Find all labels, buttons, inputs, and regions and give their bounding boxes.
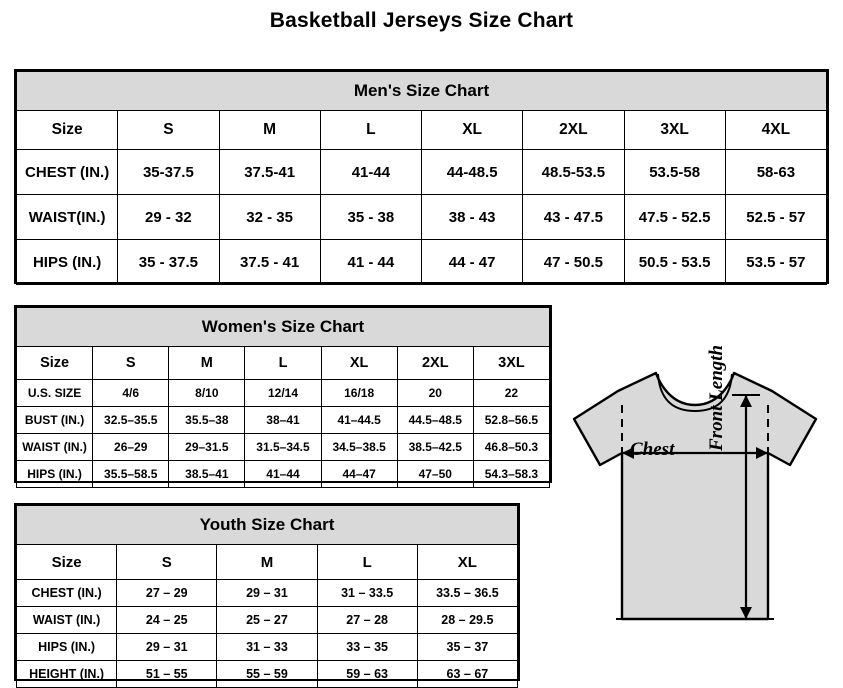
mens-cell: 35 - 38 <box>320 195 421 240</box>
mens-row-label: HIPS (IN.) <box>17 240 118 285</box>
youth-cell: 33 – 35 <box>317 634 417 661</box>
womens-header-cell: L <box>245 347 321 380</box>
mens-cell: 35-37.5 <box>118 150 219 195</box>
youth-row-label: CHEST (IN.) <box>17 580 117 607</box>
jersey-shirt-icon <box>556 361 834 681</box>
table-row <box>17 195 827 240</box>
mens-cell: 37.5-41 <box>219 150 320 195</box>
youth-cell: 25 – 27 <box>217 607 317 634</box>
womens-cell: 22 <box>473 380 549 407</box>
mens-cell: 52.5 - 57 <box>725 195 826 240</box>
mens-cell: 38 - 43 <box>422 195 523 240</box>
womens-cell: 38–41 <box>245 407 321 434</box>
womens-cell: 44.5–48.5 <box>397 407 473 434</box>
womens-cell: 41–44 <box>245 461 321 488</box>
womens-header-cell: M <box>169 347 245 380</box>
womens-cell: 44–47 <box>321 461 397 488</box>
mens-row-label: CHEST (IN.) <box>17 150 118 195</box>
table-row <box>17 634 518 661</box>
youth-cell: 31 – 33 <box>217 634 317 661</box>
womens-chart-caption: Women's Size Chart <box>17 308 550 347</box>
womens-header-row <box>17 347 550 380</box>
mens-header-cell: L <box>320 111 421 150</box>
womens-cell: 41–44.5 <box>321 407 397 434</box>
mens-header-cell: XL <box>422 111 523 150</box>
mens-cell: 47.5 - 52.5 <box>624 195 725 240</box>
youth-header-cell: Size <box>17 545 117 580</box>
youth-cell: 29 – 31 <box>217 580 317 607</box>
mens-row-label: WAIST(IN.) <box>17 195 118 240</box>
youth-cell: 51 – 55 <box>117 661 217 688</box>
mens-cell: 50.5 - 53.5 <box>624 240 725 285</box>
mens-chart-caption: Men's Size Chart <box>17 72 827 111</box>
mens-cell: 41 - 44 <box>320 240 421 285</box>
womens-cell: 12/14 <box>245 380 321 407</box>
mens-cell: 35 - 37.5 <box>118 240 219 285</box>
womens-size-table <box>16 307 550 488</box>
mens-header-cell: 4XL <box>725 111 826 150</box>
mens-cell: 41-44 <box>320 150 421 195</box>
youth-chart-caption: Youth Size Chart <box>17 506 518 545</box>
mens-header-cell: Size <box>17 111 118 150</box>
mens-header-cell: 2XL <box>523 111 624 150</box>
youth-cell: 27 – 29 <box>117 580 217 607</box>
youth-cell: 33.5 – 36.5 <box>417 580 517 607</box>
womens-cell: 47–50 <box>397 461 473 488</box>
womens-header-cell: 3XL <box>473 347 549 380</box>
mens-header-cell: 3XL <box>624 111 725 150</box>
youth-header-row <box>17 545 518 580</box>
mens-cell: 47 - 50.5 <box>523 240 624 285</box>
youth-cell: 59 – 63 <box>317 661 417 688</box>
youth-cell: 55 – 59 <box>217 661 317 688</box>
womens-cell: 16/18 <box>321 380 397 407</box>
womens-cell: 26–29 <box>93 434 169 461</box>
womens-cell: 34.5–38.5 <box>321 434 397 461</box>
womens-header-cell: Size <box>17 347 93 380</box>
womens-cell: 35.5–38 <box>169 407 245 434</box>
womens-cell: 8/10 <box>169 380 245 407</box>
mens-cell: 32 - 35 <box>219 195 320 240</box>
youth-cell: 63 – 67 <box>417 661 517 688</box>
womens-cell: 31.5–34.5 <box>245 434 321 461</box>
mens-cell: 53.5-58 <box>624 150 725 195</box>
womens-cell: 54.3–58.3 <box>473 461 549 488</box>
mens-cell: 58-63 <box>725 150 826 195</box>
womens-header-cell: 2XL <box>397 347 473 380</box>
youth-cell: 35 – 37 <box>417 634 517 661</box>
table-row <box>17 407 550 434</box>
mens-cell: 43 - 47.5 <box>523 195 624 240</box>
womens-cell: 4/6 <box>93 380 169 407</box>
mens-cell: 29 - 32 <box>118 195 219 240</box>
youth-header-cell: M <box>217 545 317 580</box>
table-row <box>17 580 518 607</box>
mens-cell: 53.5 - 57 <box>725 240 826 285</box>
womens-row-label: BUST (IN.) <box>17 407 93 434</box>
womens-row-label: U.S. SIZE <box>17 380 93 407</box>
page-title: Basketball Jerseys Size Chart <box>269 9 574 32</box>
youth-cell: 31 – 33.5 <box>317 580 417 607</box>
youth-cell: 27 – 28 <box>317 607 417 634</box>
womens-cell: 32.5–35.5 <box>93 407 169 434</box>
youth-cell: 24 – 25 <box>117 607 217 634</box>
table-row <box>17 434 550 461</box>
mens-cell: 44-48.5 <box>422 150 523 195</box>
womens-cell: 35.5–58.5 <box>93 461 169 488</box>
table-row <box>17 461 550 488</box>
womens-row-label: HIPS (IN.) <box>17 461 93 488</box>
mens-cell: 37.5 - 41 <box>219 240 320 285</box>
chest-label: Chest <box>630 439 675 460</box>
womens-header-cell: XL <box>321 347 397 380</box>
mens-size-chart <box>14 69 829 284</box>
mens-cell: 44 - 47 <box>422 240 523 285</box>
youth-size-table <box>16 505 518 688</box>
womens-header-cell: S <box>93 347 169 380</box>
womens-cell: 20 <box>397 380 473 407</box>
youth-row-label: HIPS (IN.) <box>17 634 117 661</box>
youth-header-cell: XL <box>417 545 517 580</box>
table-row <box>17 240 827 285</box>
youth-cell: 29 – 31 <box>117 634 217 661</box>
front-length-label: Front Length <box>706 344 727 451</box>
table-row <box>17 607 518 634</box>
mens-cell: 48.5-53.5 <box>523 150 624 195</box>
womens-cell: 52.8–56.5 <box>473 407 549 434</box>
youth-header-cell: S <box>117 545 217 580</box>
youth-size-chart <box>14 503 520 681</box>
womens-cell: 38.5–42.5 <box>397 434 473 461</box>
womens-size-chart <box>14 305 552 483</box>
mens-size-table <box>16 71 827 285</box>
jersey-measurement-diagram <box>556 361 834 681</box>
shirt-body <box>574 373 816 619</box>
table-row <box>17 661 518 688</box>
womens-cell: 46.8–50.3 <box>473 434 549 461</box>
table-row <box>17 380 550 407</box>
youth-row-label: WAIST (IN.) <box>17 607 117 634</box>
mens-header-cell: M <box>219 111 320 150</box>
mens-header-cell: S <box>118 111 219 150</box>
youth-row-label: HEIGHT (IN.) <box>17 661 117 688</box>
womens-row-label: WAIST (IN.) <box>17 434 93 461</box>
womens-cell: 38.5–41 <box>169 461 245 488</box>
youth-header-cell: L <box>317 545 417 580</box>
womens-cell: 29–31.5 <box>169 434 245 461</box>
mens-header-row <box>17 111 827 150</box>
table-row <box>17 150 827 195</box>
youth-cell: 28 – 29.5 <box>417 607 517 634</box>
